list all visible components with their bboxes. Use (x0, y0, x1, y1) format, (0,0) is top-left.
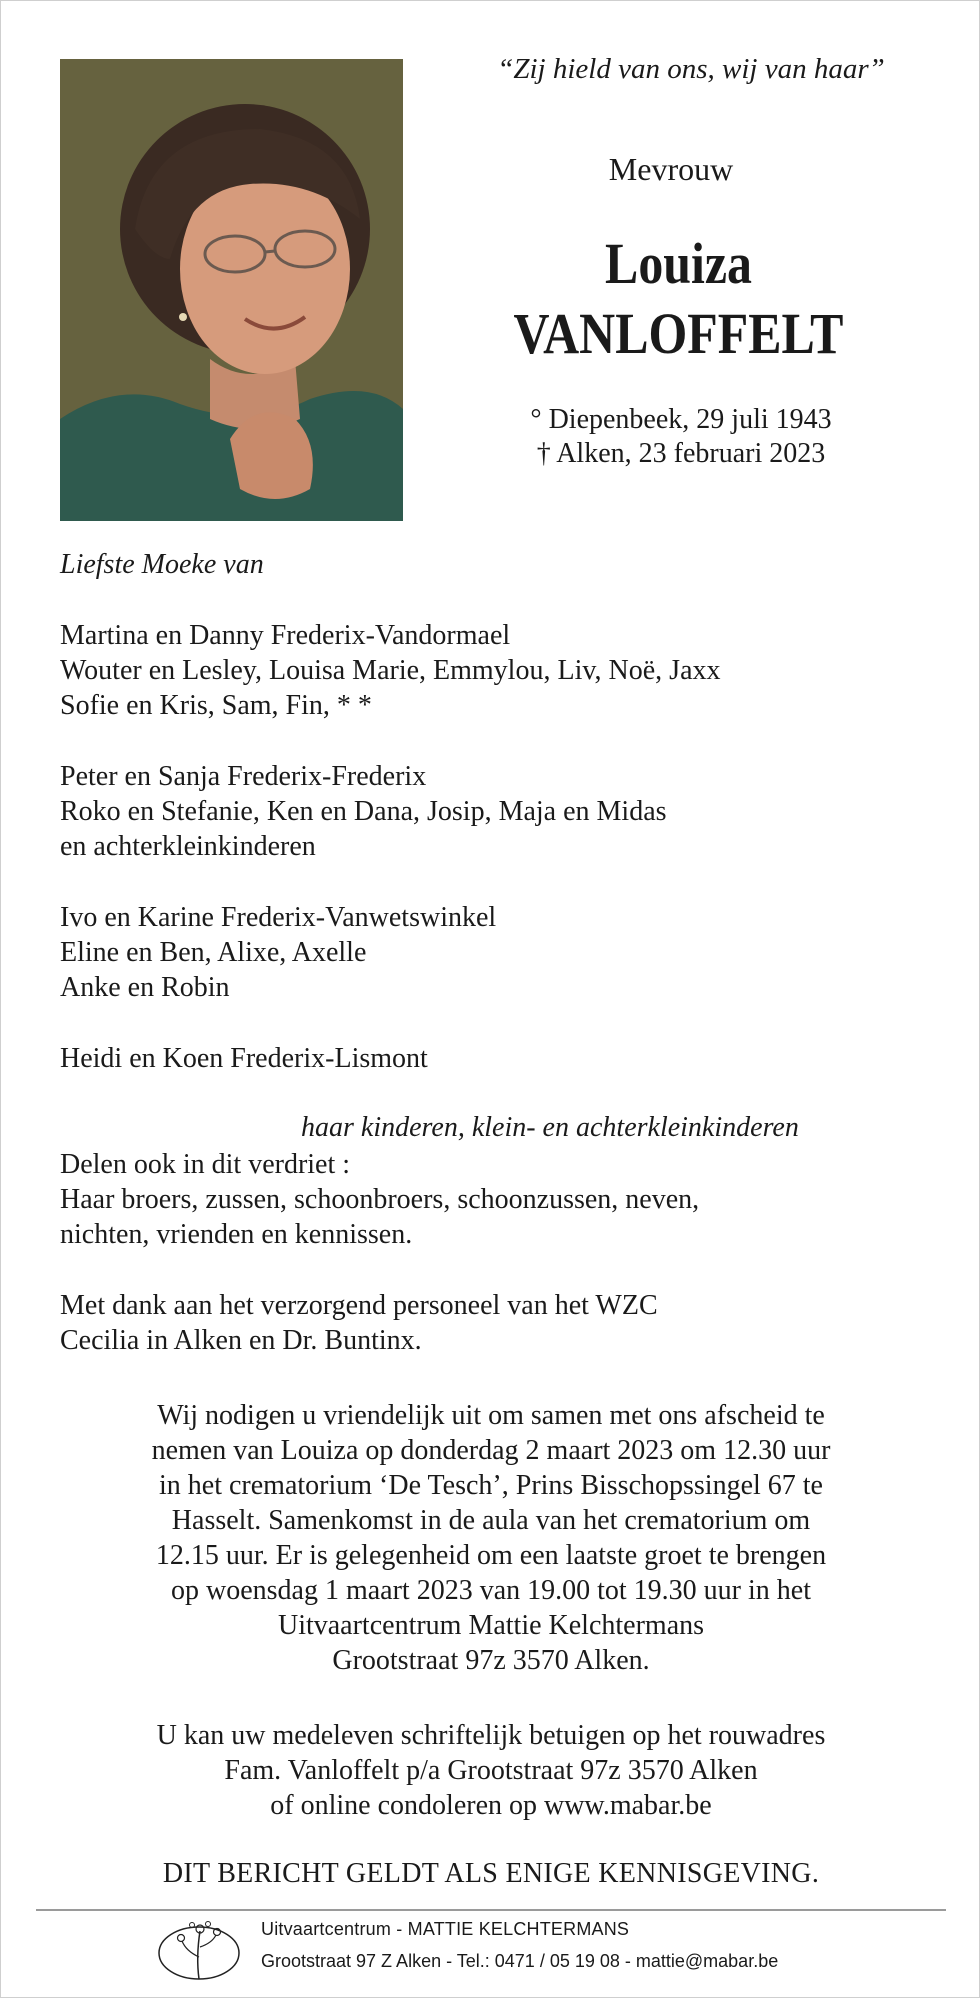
funeral-home-name: Uitvaartcentrum - MATTIE KELCHTERMANS (261, 1919, 630, 1939)
death-date: † Alken, 23 februari 2023 (536, 438, 826, 469)
invitation-line: nemen van Louiza op donderdag 2 maart 2023 om 12.30 uur (151, 1435, 831, 1466)
invitation-line: Hasselt. Samenkomst in de aula van het crematorium om (171, 1505, 811, 1536)
family-line: en achterkleinkinderen (60, 831, 316, 862)
portrait-photo (60, 59, 403, 521)
condolence-info (41, 1718, 941, 1823)
family-group-1 (60, 618, 721, 723)
life-dates (431, 403, 931, 471)
family-line: Martina en Danny Frederix-Vandormael (60, 620, 511, 651)
family-line: Peter en Sanja Frederix-Frederix (60, 761, 427, 792)
invitation-line: in het crematorium ‘De Tesch’, Prins Bisschopssingel 67 te (159, 1470, 823, 1501)
sharing-line: nichten, vrienden en kennissen. (60, 1219, 413, 1250)
condolence-line: U kan uw medeleven schriftelijk betuigen op het rouwadres (156, 1720, 826, 1751)
family-signature: haar kinderen, klein- en achterkleinkinderen (301, 1112, 799, 1143)
first-name: Louiza (605, 231, 752, 296)
invitation-line: Grootstraat 97z 3570 Alken. (332, 1645, 650, 1676)
family-group-2 (60, 759, 667, 864)
sharing-section (60, 1147, 699, 1252)
thanks-section (60, 1288, 658, 1358)
flower-logo-icon (156, 1917, 242, 1985)
family-group-3 (60, 900, 496, 1005)
last-name: VANLOFFELT (513, 301, 844, 366)
official-notice: DIT BERICHT GELDT ALS ENIGE KENNISGEVING. (162, 1858, 820, 1889)
family-line: Sofie en Kris, Sam, Fin, * * (60, 690, 372, 721)
deceased-name (457, 229, 900, 369)
footer-divider (36, 1909, 946, 1911)
thanks-line: Cecilia in Alken en Dr. Buntinx. (60, 1325, 422, 1356)
family-group-4 (60, 1041, 428, 1076)
portrait-illustration (60, 59, 403, 521)
family-line: Heidi en Koen Frederix-Lismont (60, 1043, 428, 1074)
family-intro: Liefste Moeke van (60, 549, 264, 580)
family-line: Ivo en Karine Frederix-Vanwetswinkel (60, 902, 497, 933)
sharing-line: Haar broers, zussen, schoonbroers, schoonzussen, neven, (60, 1184, 700, 1215)
sharing-line: Delen ook in dit verdriet : (60, 1149, 351, 1180)
family-line: Eline en Ben, Alixe, Axelle (60, 937, 367, 968)
invitation-line: Uitvaartcentrum Mattie Kelchtermans (277, 1610, 705, 1641)
funeral-home-address: Grootstraat 97 Z Alken - Tel.: 0471 / 05 19 08 - mattie@mabar.be (261, 1951, 779, 1971)
invitation-line: Wij nodigen u vriendelijk uit om samen met ons afscheid te (157, 1400, 825, 1431)
invitation-line: op woensdag 1 maart 2023 van 19.00 tot 19.30 uur in het (170, 1575, 811, 1606)
condolence-line: Fam. Vanloffelt p/a Grootstraat 97z 3570 Alken (224, 1755, 758, 1786)
thanks-line: Met dank aan het verzorgend personeel van het WZC (60, 1290, 658, 1321)
condolence-line: of online condoleren op www.mabar.be (270, 1790, 712, 1821)
birth-date: ° Diepenbeek, 29 juli 1943 (530, 404, 832, 435)
funeral-invitation (41, 1398, 941, 1678)
family-line: Anke en Robin (60, 972, 230, 1003)
salutation: Mevrouw (608, 151, 734, 187)
quote: “Zij hield van ons, wij van haar” (497, 53, 885, 85)
invitation-line: 12.15 uur. Er is gelegenheid om een laatste groet te brengen (155, 1540, 827, 1571)
family-line: Wouter en Lesley, Louisa Marie, Emmylou, Liv, Noë, Jaxx (60, 655, 721, 686)
family-line: Roko en Stefanie, Ken en Dana, Josip, Maja en Midas (60, 796, 667, 827)
